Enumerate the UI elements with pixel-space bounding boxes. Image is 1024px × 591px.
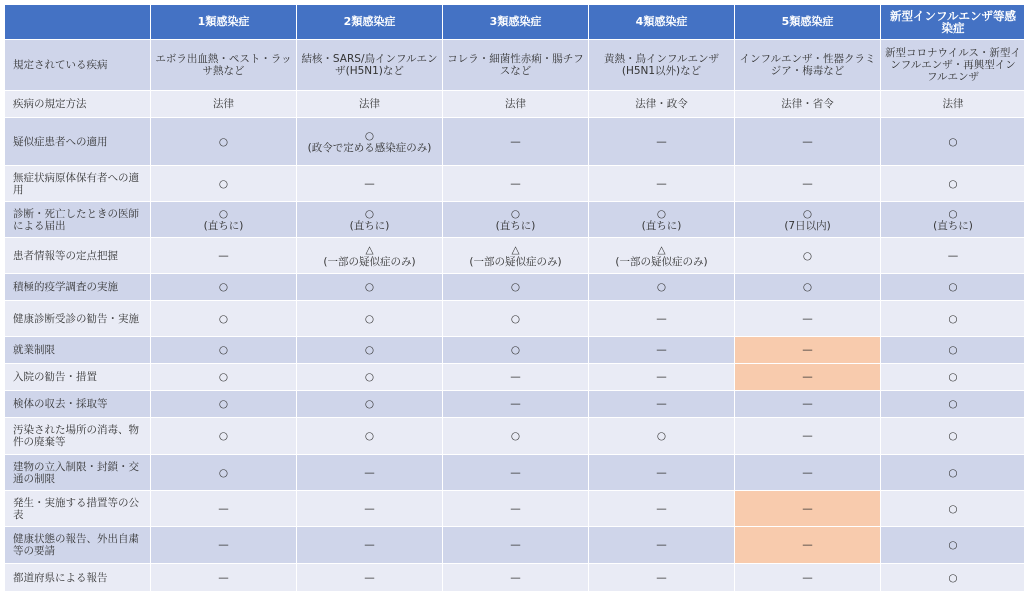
table-cell-class-3: コレラ・細菌性赤痢・腸チフスなど <box>443 40 588 90</box>
table-cell-class-3: — <box>443 527 588 563</box>
table-cell-class-2: ○ (政令で定める感染症のみ) <box>297 118 442 165</box>
table-cell-class-5: — <box>735 301 880 336</box>
header-class-5: 5類感染症 <box>735 5 880 39</box>
table-cell-class-5: — <box>735 391 880 417</box>
row-label: 発生・実施する措置等の公表 <box>5 491 150 526</box>
row-label: 疾病の規定方法 <box>5 91 150 117</box>
table-cell-class-5-highlighted: — <box>735 491 880 526</box>
table-cell-class-4: — <box>589 166 734 201</box>
table-cell-class-3: ○ <box>443 301 588 336</box>
table-cell-class-4: △ (一部の疑似症のみ) <box>589 238 734 273</box>
table-cell-class-5: — <box>735 455 880 490</box>
table-cell-class-5: ○ <box>735 274 880 300</box>
header-corner <box>5 5 150 39</box>
table-cell-class-1: — <box>151 238 296 273</box>
table-cell-class-1: ○ <box>151 166 296 201</box>
table-cell-new-influenza: 新型コロナウイルス・新型インフルエンザ・再興型インフルエンザ <box>881 40 1024 90</box>
row-label: 疑似症患者への適用 <box>5 118 150 165</box>
table-cell-class-4: 黄熱・鳥インフルエンザ(H5N1以外)など <box>589 40 734 90</box>
table-cell-class-4: 法律・政令 <box>589 91 734 117</box>
row-label: 積極的疫学調査の実施 <box>5 274 150 300</box>
table-cell-class-3: 法律 <box>443 91 588 117</box>
table-cell-new-influenza: ○ <box>881 418 1024 454</box>
table-cell-class-5: — <box>735 118 880 165</box>
row-label: 無症状病原体保有者への適用 <box>5 166 150 201</box>
table-cell-new-influenza: ○ <box>881 301 1024 336</box>
table-cell-class-5: ○ <box>735 238 880 273</box>
row-label: 健康診断受診の勧告・実施 <box>5 301 150 336</box>
table-cell-class-3: — <box>443 166 588 201</box>
table-cell-class-3: — <box>443 391 588 417</box>
table-cell-class-2: △ (一部の疑似症のみ) <box>297 238 442 273</box>
table-cell-class-2: — <box>297 455 442 490</box>
table-cell-class-1: ○ <box>151 455 296 490</box>
table-cell-class-2: — <box>297 527 442 563</box>
table-cell-new-influenza: ○ <box>881 564 1024 591</box>
row-label: 入院の勧告・措置 <box>5 364 150 390</box>
row-label: 汚染された場所の消毒、物件の廃棄等 <box>5 418 150 454</box>
table-cell-class-5-highlighted: — <box>735 364 880 390</box>
table-cell-class-4: — <box>589 455 734 490</box>
table-cell-class-2: — <box>297 166 442 201</box>
row-label: 診断・死亡したときの医師による届出 <box>5 202 150 237</box>
table-cell-class-5: — <box>735 166 880 201</box>
table-cell-class-2: ○ <box>297 337 442 363</box>
table-cell-new-influenza: ○ <box>881 364 1024 390</box>
table-cell-class-4: — <box>589 364 734 390</box>
table-cell-class-4: — <box>589 118 734 165</box>
table-cell-class-4: — <box>589 301 734 336</box>
table-cell-class-1: — <box>151 527 296 563</box>
table-cell-class-3: — <box>443 364 588 390</box>
row-label: 建物の立入制限・封鎖・交通の制限 <box>5 455 150 490</box>
table-cell-class-1: — <box>151 564 296 591</box>
table-cell-class-5: — <box>735 418 880 454</box>
table-cell-new-influenza: ○ <box>881 527 1024 563</box>
infectious-disease-classification-table <box>5 5 1021 584</box>
table-cell-class-4: ○ <box>589 418 734 454</box>
table-cell-class-2: ○ <box>297 301 442 336</box>
table-cell-class-4: ○ (直ちに) <box>589 202 734 237</box>
row-label: 健康状態の報告、外出自粛等の要請 <box>5 527 150 563</box>
table-cell-class-3: ○ <box>443 274 588 300</box>
table-cell-class-2: ○ <box>297 418 442 454</box>
row-label: 規定されている疾病 <box>5 40 150 90</box>
table-cell-class-3: ○ <box>443 337 588 363</box>
table-cell-class-1: ○ (直ちに) <box>151 202 296 237</box>
table-cell-class-4: — <box>589 337 734 363</box>
table-cell-class-1: ○ <box>151 418 296 454</box>
table-cell-class-2: ○ <box>297 364 442 390</box>
table-cell-class-2: — <box>297 564 442 591</box>
table-cell-class-3: △ (一部の疑似症のみ) <box>443 238 588 273</box>
table-cell-class-3: — <box>443 491 588 526</box>
table-cell-class-2: ○ <box>297 391 442 417</box>
table-cell-class-2: — <box>297 491 442 526</box>
row-label: 検体の収去・採取等 <box>5 391 150 417</box>
table-cell-class-3: — <box>443 455 588 490</box>
table-cell-class-3: — <box>443 118 588 165</box>
row-label: 患者情報等の定点把握 <box>5 238 150 273</box>
row-label: 都道府県による報告 <box>5 564 150 591</box>
table-cell-new-influenza: ○ <box>881 391 1024 417</box>
table-cell-class-1: ○ <box>151 118 296 165</box>
table-cell-class-3: ○ <box>443 418 588 454</box>
table-cell-class-1: — <box>151 491 296 526</box>
table-cell-class-1: ○ <box>151 274 296 300</box>
table-cell-class-4: — <box>589 491 734 526</box>
table-cell-class-1: ○ <box>151 337 296 363</box>
table-cell-class-1: ○ <box>151 364 296 390</box>
table-cell-class-4: ○ <box>589 274 734 300</box>
table-cell-new-influenza: ○ <box>881 491 1024 526</box>
table-cell-new-influenza: ○ <box>881 337 1024 363</box>
table-cell-class-1: エボラ出血熱・ペスト・ラッサ熱など <box>151 40 296 90</box>
table-cell-new-influenza: ○ <box>881 166 1024 201</box>
table-cell-class-2: 法律 <box>297 91 442 117</box>
header-class-4: 4類感染症 <box>589 5 734 39</box>
table-cell-class-5-highlighted: — <box>735 527 880 563</box>
row-label: 就業制限 <box>5 337 150 363</box>
table-cell-class-5: — <box>735 564 880 591</box>
table-cell-class-2: 結核・SARS/鳥インフルエンザ(H5N1)など <box>297 40 442 90</box>
table-cell-class-5: インフルエンザ・性器クラミジア・梅毒など <box>735 40 880 90</box>
table-cell-class-1: ○ <box>151 391 296 417</box>
table-cell-class-2: ○ <box>297 274 442 300</box>
table-cell-new-influenza: ○ <box>881 274 1024 300</box>
header-class-3: 3類感染症 <box>443 5 588 39</box>
table-cell-class-4: — <box>589 564 734 591</box>
table-cell-new-influenza: ○ <box>881 118 1024 165</box>
table-cell-new-influenza: — <box>881 238 1024 273</box>
table-cell-class-3: ○ (直ちに) <box>443 202 588 237</box>
table-cell-new-influenza: ○ <box>881 455 1024 490</box>
table-cell-new-influenza: 法律 <box>881 91 1024 117</box>
table-cell-new-influenza: ○ (直ちに) <box>881 202 1024 237</box>
table-cell-class-3: — <box>443 564 588 591</box>
header-class-2: 2類感染症 <box>297 5 442 39</box>
table-cell-class-1: 法律 <box>151 91 296 117</box>
table-cell-class-5: ○ (7日以内) <box>735 202 880 237</box>
table-cell-class-1: ○ <box>151 301 296 336</box>
table-cell-class-5: 法律・省令 <box>735 91 880 117</box>
table-cell-class-4: — <box>589 527 734 563</box>
table-cell-class-2: ○ (直ちに) <box>297 202 442 237</box>
table-cell-class-4: — <box>589 391 734 417</box>
header-class-1: 1類感染症 <box>151 5 296 39</box>
header-new-influenza: 新型インフルエンザ等感染症 <box>881 5 1024 39</box>
table-cell-class-5-highlighted: — <box>735 337 880 363</box>
